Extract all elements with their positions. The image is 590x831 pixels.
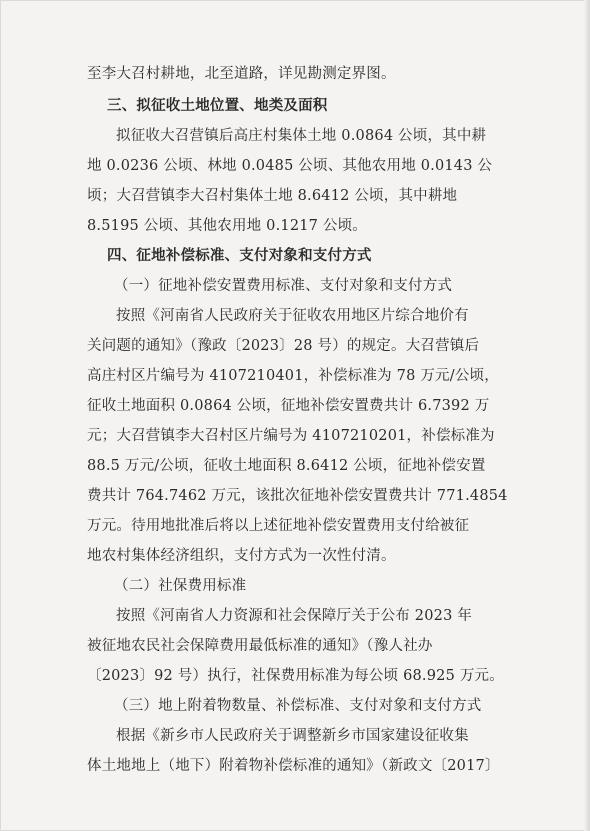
text-line: 体土地地上（地下）附着物补偿标准的通知》（新政文〔2017〕 bbox=[87, 758, 500, 774]
text-line: 8.5195 公顷、其他农用地 0.1217 公顷。 bbox=[87, 218, 367, 234]
text-line: 地农村集体经济组织，支付方式为一次性付清。 bbox=[87, 548, 396, 564]
subsection-heading-3: （三）地上附着物数量、补偿标准、支付对象和支付方式 bbox=[114, 698, 482, 714]
section-heading-4: 四、征地补偿标准、支付对象和支付方式 bbox=[107, 248, 372, 264]
text-line: 按照《河南省人民政府关于征收农用地区片综合地价有 bbox=[116, 308, 469, 324]
section-heading-3: 三、拟征收土地位置、地类及面积 bbox=[107, 98, 328, 114]
text-line: 至李大召村耕地，北至道路，详见勘测定界图。 bbox=[87, 66, 396, 82]
text-line: 被征地农民社会保障费用最低标准的通知》（豫人社办 bbox=[87, 638, 433, 654]
text-line: 〔2023〕92 号）执行，社保费用标准为每公顷 68.925 万元。 bbox=[87, 668, 504, 684]
text-line: 地 0.0236 公顷、林地 0.0485 公顷、其他农用地 0.0143 公 bbox=[87, 158, 493, 174]
text-line: 根据《新乡市人民政府关于调整新乡市国家建设征收集 bbox=[116, 728, 469, 744]
text-line: 88.5 万元/公顷，征收土地面积 8.6412 公顷，征地补偿安置 bbox=[87, 458, 486, 474]
subsection-heading-1: （一）征地补偿安置费用标准、支付对象和支付方式 bbox=[114, 278, 453, 294]
text-line: 按照《河南省人力资源和社会保障厅关于公布 2023 年 bbox=[116, 608, 473, 624]
text-line: 万元。待用地批准后将以上述征地补偿安置费用支付给被征 bbox=[87, 518, 470, 534]
text-line: 元；大召营镇李大召村区片编号为 4107210201，补偿标准为 bbox=[87, 428, 495, 444]
text-line: 征收土地面积 0.0864 公顷，征地补偿安置费共计 6.7392 万 bbox=[87, 398, 490, 414]
text-line: 顷；大召营镇李大召村集体土地 8.6412 公顷，其中耕地 bbox=[87, 188, 458, 204]
subsection-heading-2: （二）社保费用标准 bbox=[114, 578, 247, 594]
text-line: 费共计 764.7462 万元，该批次征地补偿安置费共计 771.4854 bbox=[87, 488, 508, 504]
text-line: 高庄村区片编号为 4107210401，补偿标准为 78 万元/公顷， bbox=[87, 368, 499, 384]
text-line: 拟征收大召营镇后高庄村集体土地 0.0864 公顷，其中耕 bbox=[116, 128, 487, 144]
text-line: 关问题的通知》（豫政〔2023〕28 号）的规定。大召营镇后 bbox=[87, 338, 480, 354]
